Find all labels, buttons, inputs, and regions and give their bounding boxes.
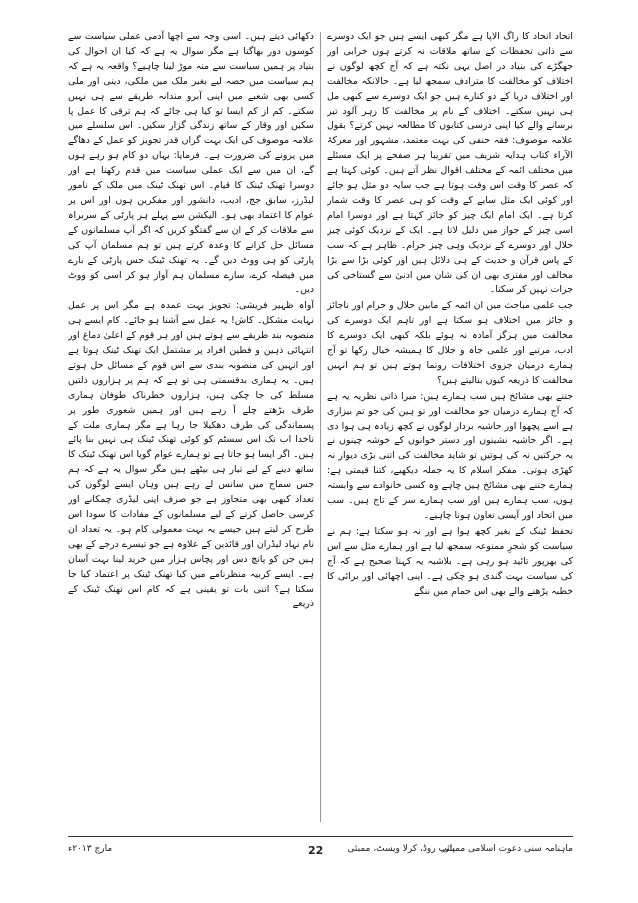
article-columns <box>68 30 573 830</box>
page-footer <box>68 844 573 864</box>
footer-date: مارچ ۲۰۱۳ء <box>68 844 113 854</box>
column-divider <box>320 32 321 822</box>
footer-magazine-name: ماہنامہ سنی دعوت اسلامی ممبئی <box>442 844 573 854</box>
article-paragraph: دکھائی دیتے ہیں۔ اسی وجہ سے اچھا آدمی عملی سیاست سے کوسوں دور بھاگتا ہے مگر سوال یہ ہے کہ کیا ان احوال کی بنیاد پر ہمیں سیاست سے منہ موڑ لینا چاہیے؟ واقعہ یہ ہے کہ ہم سیاست میں حصہ لیے بغیر ملک میں ملکی، دینی اور ملی کسی بھی شعبے میں اپنی آبرو مندانہ طریقے سے ہی نہیں سکتے۔ کم از کم ایسا تو کیا ہی جائے کہ ہم ترقی کا عمل پا سکیں اور وقار کے ساتھ زندگی گزار سکیں۔ اس سلسلے میں علامہ موصوف کی ایک بہت گراں قدر تجویز کو عمل کے دھاگے میں پرونے کی ضرورت ہے۔ فرمایا: یہاں دو کام ہو رہے ہوں گے، ان میں سے ایک عملی سیاست میں قدم رکھنا ہے اور دوسرا تھنک ٹینک کا قیام۔ اس تھنک ٹینک میں ملک کے نامور لیڈرز، سابق جج، ادیب، دانشور اور مفکرین ہوں اور اس پر عوام کا اعتماد بھی ہو۔ الیکشن سے پہلے ہر پارٹی کے سربراہ سے ملاقات کر کے ان سے گفتگو کریں کہ اگر آپ مسلمانوں کے مسائل حل کرانے کا وعدہ کرتے ہیں تو ہم مسلمان آپ کی پارٹی کو ہی ووٹ دیں گے۔ یہ تھنک ٹینک جس پارٹی کے بارے میں فیصلہ کرے، سارے مسلمان ہم آواز ہو کر اسی کو ووٹ دیں۔ <box>68 31 314 296</box>
magazine-page <box>68 30 573 870</box>
footer-address: پائپ روڈ، کرلا ویسٹ، ممبئی <box>347 844 455 854</box>
article-column-right <box>327 30 573 830</box>
article-paragraph: جب علمی مباحث میں ان ائمہ کے مابین حلال و حرام اور ناجائز و جائز میں اختلاف ہو سکتا ہے اور تاہم ایک دوسرے کی مخالفت میں ہرگز آمادہ نہ ہوئے بلکہ کبھی ایک دوسرے کا ادب، مرتبے اور علمی جاہ و جلال کا ہمیشہ خیال رکھا تو آج ہمارے درمیان جزوی اختلافات رونما ہوتے ہیں تو ہم انہیں مخالفت کا ذریعہ کیوں بنالیتے ہیں؟ <box>327 300 573 386</box>
article-column-left <box>68 30 314 830</box>
article-paragraph: جتنے بھی مشائخ ہیں سب ہمارے ہیں: میرا ذاتی نظریہ یہ ہے کہ آج ہمارے درمیان جو مخالفت اور تو ہین کی جو تم بیزاری ہے اسے پچھوا اور حاشیہ بردار لوگوں نے کچھ زیادہ ہی ہوا دی ہے۔ اگر حاشیہ نشینوں اور دستر خوانوں کے خوشہ چینوں نے یہ حرکتیں نہ کی ہوتیں تو شاید مخالفت کی اتنی بڑی دیوار نہ کھڑی ہوتی۔ مفکر اسلام کا یہ جملہ دیکھیے، کتنا قیمتی ہے: ہمارے جتنے بھی مشائخ ہیں چاہے وہ کسی خانوادے سے وابستہ ہوں، سب ہمارے ہیں اور سب ہمارے سر کے تاج ہیں۔ سب میں اتحاد اور آپسی تعاون ہونا چاہیے۔ <box>327 390 573 521</box>
article-paragraph: اتحاد اتحاد کا راگ الاپا ہے مگر کبھی ایسے ہیں جو ایک دوسرے سے ذاتی تحفظات کے ساتھ ملاقات نہ کرتے ہوں خرابی اور جھگڑے کی بنیاد در اصل یہی نکتہ ہے کہ آج کچھ لوگوں نے اختلاف کو مخالفت کا مترادف سمجھ لیا ہے۔ حالانکہ مخالفت اور اختلاف دریا کے دو کنارے ہیں جو ایک دوسرے سے کبھی مل ہی نہیں سکتے۔ اختلاف کے نام پر مخالفت کا زہر آلود تیر برسانے والے کیا اپنی درسی کتابوں کا مطالعہ نہیں کرتے؟ بقول علامہ موصوف: فقہ حنفی کی بہت معتمد، مشہور اور معرکۃ الآراء کتاب ہدایہ شریف میں تقریبا ہر صفحے پر ایک مسئلے میں مختلف ائمہ کے مختلف اقوال نظر آتے ہیں۔ کوئی کہتا ہے کہ عصر کا وقت اس وقت ہوتا ہے جب سایہ دو مثل ہو جائے اور کوئی ایک مثل سایے کے وقت کو ہی عصر کا وقت شمار کرتا ہے۔ ایک امام ایک چیز کو جائز کہتا ہے اور دوسرا امام اسی چیز کے جواز میں دلیل لاتا ہے۔ ایک کے نزدیک کوئی چیز حلال اور دوسرے کے نزدیک وہی چیز حرام۔ ظاہر ہے کہ سب کے پاس قرآن و حدیث کے ہی دلائل ہیں اور کوئی بڑا سے بڑا مخالف اور مفتری بھی ان کی شان میں ادنیٰ سے گستاخی کی جرات نہیں کر سکتا۔ <box>327 31 573 296</box>
footer-divider <box>68 836 573 837</box>
page-number: 22 <box>308 844 324 857</box>
article-paragraph: آواہ ظہیر فریشی: تجویز بہت عمدہ ہے مگر اس پر عمل نہایت مشکل۔ کاش! یہ عمل سے آشنا ہو جائے۔ کام ایسے ہی منصوبہ بند طریقے سے ہوتے ہیں اور ہر قوم کے اعلیٰ دماغ اور انتہائی ذہین و فطین افراد پر مشتمل ایک تھنک ٹینک ہوتا ہے اور انہیں کی منصوبہ بندی سے اس قوم کے مسائل حل ہوتے ہیں۔ یہ ہماری بدقسمتی ہی تو ہے کہ ہم پر ہزاروں ذلتیں مسلط کی جا چکی ہیں، ہزاروں خطرناک طوفان ہماری طرف بڑھتے چلے آ رہے ہیں اور ہمیں شعوری طور پر پسماندگی کی طرف دھکیلا جا رہا ہے مگر ہماری ملت کے ناخدا اب تک اس سسٹم کو کوئی تھنک ٹینک ہی نہیں بنا پائے ہیں۔ اگر ایسا ہو جاتا ہے تو ہمارے عوام گویا اس تھنک ٹینک کا ساتھ دینے کے لیے تیار ہی بیٹھے ہیں مگر سوال یہ ہے کہ ہم جس سماج میں سانس لے رہے ہیں وہاں ایسے لوگوں کی تعداد کبھی بھی متجاوز ہے جو صرف اپنی لیڈری چمکانے اور کرسی حاصل کرنے کے لیے مسلمانوں کے مفادات کا سودا اس طرح کر لیتے ہیں جیسے یہ بہت معمولی کام ہو۔ یہ تعداد ان نام نہاد لیڈران اور قائدین کے علاوہ ہے جو تیسرے درجے کے بھی ہیں جن کو پانچ دس اور پچاس ہزار میں خرید لینا بہت آسان ہے۔ ایسے کربیہ منظرنامے میں کیا تھنک ٹینک پر اعتماد کیا جا سکتا ہے؟ اتنی بات تو یقینی ہے کہ کام اس تھنک ٹینک کے ذریعے <box>68 300 314 610</box>
article-paragraph: تحفظ ٹینک کے بغیر کچھ ہوا ہے اور نہ ہو سکتا ہے: ہم نے سیاست کو شجرِ ممنوعہ سمجھ لیا ہے اور ہمارے مثل سے اس کی بھرپور تائید ہو رہی ہے۔ بلاشبہ یہ کہنا صحیح ہے کہ آج کی سیاست بہت گندی ہو چکی ہے۔ اپنی اچھائی اور برائی کا خطبہ پڑھنے والے بھی اس حمام میں ننگے <box>327 525 573 597</box>
